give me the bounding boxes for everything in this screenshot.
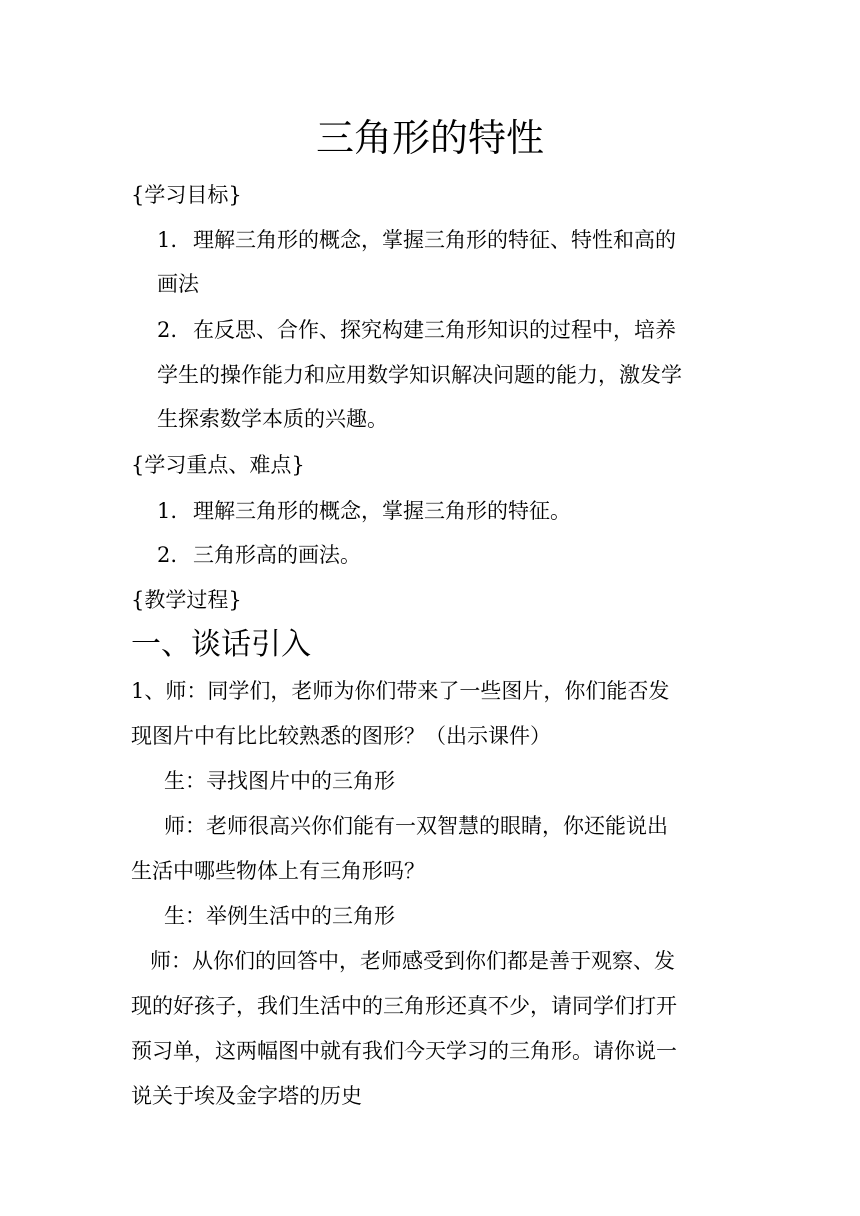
part1-line-3: 生：寻找图片中的三角形 <box>164 769 395 793</box>
part1-line-7: 师：从你们的回答中，老师感受到你们都是善于观察、发 <box>150 949 675 973</box>
keypoints-label: {学习重点、难点} <box>131 453 305 477</box>
objectives-label: {学习目标} <box>131 183 242 207</box>
objective-item-2-line-3: 生探索数学本质的兴趣。 <box>157 407 388 431</box>
keypoint-1-text: 理解三角形的概念，掌握三角形的特征。 <box>193 499 571 523</box>
objective-1-number: 1. <box>157 228 178 252</box>
part1-line-5: 生活中哪些物体上有三角形吗？ <box>131 859 425 883</box>
objective-item-1-line-1 <box>157 225 676 255</box>
keypoint-item-1 <box>157 496 571 526</box>
keypoint-2-number: 2. <box>157 543 178 567</box>
part1-line-2: 现图片中有比比较熟悉的图形？（出示课件） <box>131 724 551 748</box>
objective-2-text: 在反思、合作、探究构建三角形知识的过程中，培养 <box>193 318 676 342</box>
objective-item-1-line-2: 画法 <box>157 272 199 296</box>
part1-line-8: 现的好孩子，我们生活中的三角形还真不少，请同学们打开 <box>131 994 677 1018</box>
part1-line-10: 说关于埃及金字塔的历史 <box>131 1084 362 1108</box>
objective-item-2-line-2: 学生的操作能力和应用数学知识解决问题的能力，激发学 <box>157 363 682 387</box>
part1-line-1: 1、师：同学们，老师为你们带来了一些图片，你们能否发 <box>131 679 670 703</box>
objective-1-text: 理解三角形的概念，掌握三角形的特征、特性和高的 <box>193 228 676 252</box>
keypoint-2-text: 三角形高的画法。 <box>193 543 361 567</box>
process-label: {教学过程} <box>131 588 242 612</box>
objective-2-number: 2. <box>157 318 178 342</box>
objective-item-2-line-1 <box>157 315 676 345</box>
document-title: 三角形的特性 <box>315 116 544 160</box>
part1-line-9: 预习单，这两幅图中就有我们今天学习的三角形。请你说一 <box>131 1039 677 1063</box>
keypoint-item-2 <box>157 540 361 570</box>
keypoint-1-number: 1. <box>157 499 178 523</box>
part1-line-4: 师：老师很高兴你们能有一双智慧的眼睛，你还能说出 <box>164 814 668 838</box>
part1-heading: 一、谈话引入 <box>131 627 311 662</box>
part1-line-6: 生：举例生活中的三角形 <box>164 904 395 928</box>
